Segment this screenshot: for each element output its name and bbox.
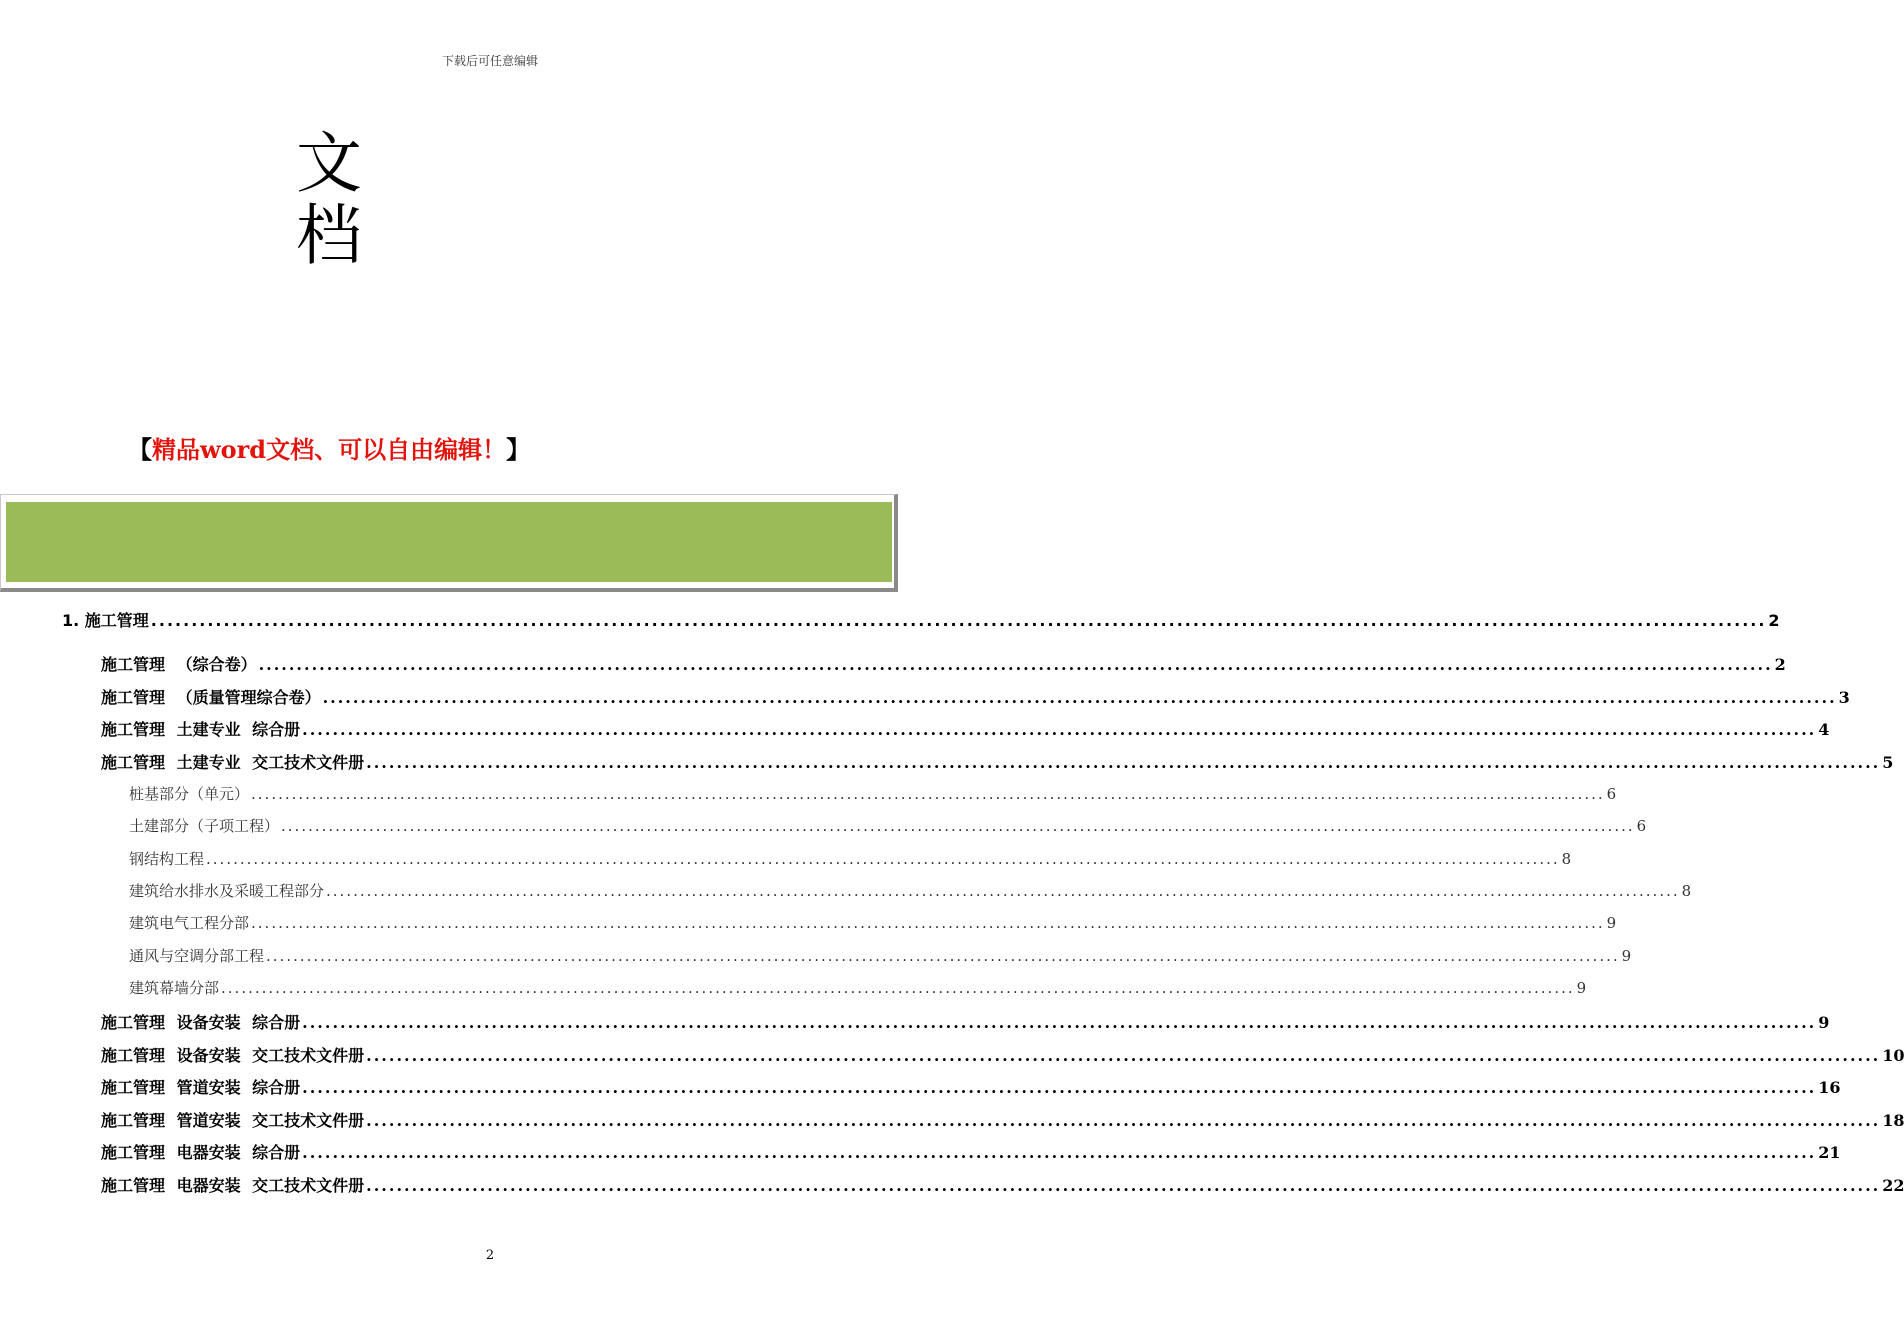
toc-entry-page: 2: [1768, 611, 1780, 630]
toc-entry[interactable]: [129, 815, 1647, 836]
toc-entry-label: 建筑幕墙分部: [129, 979, 220, 997]
toc-dot-leader: ........................................................................................................................................................................................................: [302, 1013, 1817, 1032]
green-band-box: [0, 494, 904, 598]
big-title-line2: 档: [296, 197, 362, 274]
toc-entry-page: 3: [1838, 688, 1850, 707]
toc-entry-page: 22: [1882, 1176, 1904, 1195]
toc-dot-leader: ........................................................................................................................................................................................................: [281, 817, 1635, 835]
toc-entry-label: 施工管理 土建专业 交工技术文件册: [101, 753, 365, 772]
toc-entry-page: 10: [1882, 1046, 1904, 1065]
toc-dot-leader: ........................................................................................................................................................................................................: [366, 1111, 1881, 1130]
toc-entry-page: 9: [1621, 947, 1632, 965]
toc-entry-label: 施工管理 电器安装 综合册: [101, 1143, 301, 1162]
toc-entry-page: 9: [1818, 1013, 1830, 1032]
toc-entry[interactable]: [101, 717, 1830, 740]
toc-entry-page: 9: [1606, 914, 1617, 932]
toc-dot-leader: ........................................................................................................................................................................................................: [302, 720, 1817, 739]
toc-entry-page: 9: [1576, 979, 1587, 997]
toc-entry-label: 施工管理 管道安装 交工技术文件册: [101, 1111, 365, 1130]
toc-entry-page: 8: [1681, 882, 1692, 900]
toc-entry-page: 6: [1606, 785, 1617, 803]
toc-entry-label: 施工管理 电器安装 交工技术文件册: [101, 1176, 365, 1195]
toc-entry[interactable]: [129, 977, 1587, 998]
toc-dot-leader: ........................................................................................................................................................................................................: [322, 688, 1837, 707]
toc-dot-leader: ........................................................................................................................................................................................................: [266, 947, 1620, 965]
toc-entry[interactable]: [101, 1108, 1904, 1131]
toc-entry-label: 施工管理 （综合卷）: [101, 655, 257, 674]
toc-entry-label: 1. 施工管理: [62, 611, 149, 630]
toc-dot-leader: ........................................................................................................................................................................................................: [251, 914, 1605, 932]
toc-entry[interactable]: [129, 945, 1632, 966]
toc-entry[interactable]: [129, 912, 1617, 933]
toc-entry-label: 施工管理 （质量管理综合卷）: [101, 688, 321, 707]
green-band: [6, 502, 892, 582]
big-title: [296, 125, 376, 274]
toc-entry[interactable]: [101, 750, 1894, 773]
toc-entry[interactable]: [101, 1043, 1904, 1066]
toc-entry[interactable]: [101, 1075, 1841, 1098]
toc-entry[interactable]: [62, 608, 1780, 631]
toc-dot-leader: ........................................................................................................................................................................................................: [150, 611, 1767, 630]
header-note: 下载后可任意编辑: [441, 54, 538, 68]
toc-entry[interactable]: [101, 1140, 1841, 1163]
toc-entry[interactable]: [101, 652, 1786, 675]
toc-entry-label: 通风与空调分部工程: [129, 947, 265, 965]
toc-entry-label: 建筑给水排水及采暖工程部分: [129, 882, 325, 900]
toc-entry[interactable]: [129, 880, 1692, 901]
toc-entry-page: 16: [1818, 1078, 1841, 1097]
page-number: 2: [485, 1248, 495, 1263]
toc-entry-page: 8: [1561, 850, 1572, 868]
toc-entry-page: 21: [1818, 1143, 1841, 1162]
toc-entry-label: 施工管理 设备安装 交工技术文件册: [101, 1046, 365, 1065]
toc-entry[interactable]: [101, 1010, 1830, 1033]
promo-text: 精品word文档、可以自由编辑！: [152, 435, 507, 464]
toc-entry-label: 施工管理 设备安装 综合册: [101, 1013, 301, 1032]
toc-entry-page: 6: [1636, 817, 1647, 835]
toc-dot-leader: ........................................................................................................................................................................................................: [326, 882, 1680, 900]
big-title-line1: 文: [296, 125, 362, 202]
toc-entry[interactable]: [101, 1173, 1904, 1196]
toc-dot-leader: ........................................................................................................................................................................................................: [302, 1143, 1817, 1162]
toc-entry[interactable]: [101, 685, 1850, 708]
toc-dot-leader: ........................................................................................................................................................................................................: [251, 785, 1605, 803]
toc-entry[interactable]: [129, 783, 1617, 804]
toc-entry-label: 施工管理 土建专业 综合册: [101, 720, 301, 739]
toc-entry-label: 施工管理 管道安装 综合册: [101, 1078, 301, 1097]
toc-entry[interactable]: [129, 848, 1572, 869]
toc-entry-label: 桩基部分（单元）: [129, 785, 250, 803]
toc-entry-page: 5: [1882, 753, 1894, 772]
toc-entry-label: 建筑电气工程分部: [129, 914, 250, 932]
toc-dot-leader: ........................................................................................................................................................................................................: [302, 1078, 1817, 1097]
toc-dot-leader: ........................................................................................................................................................................................................: [221, 979, 1575, 997]
toc-entry-page: 4: [1818, 720, 1830, 739]
toc-dot-leader: ........................................................................................................................................................................................................: [206, 850, 1560, 868]
toc-entry-page: 18: [1882, 1111, 1904, 1130]
toc-entry-page: 2: [1774, 655, 1786, 674]
promo-banner: [128, 430, 530, 465]
promo-open-bracket: 【: [128, 435, 152, 464]
toc-dot-leader: ........................................................................................................................................................................................................: [366, 1046, 1881, 1065]
toc-dot-leader: ........................................................................................................................................................................................................: [258, 655, 1773, 674]
promo-close-bracket: 】: [506, 435, 531, 464]
toc-entry-label: 钢结构工程: [129, 850, 205, 868]
toc-dot-leader: ........................................................................................................................................................................................................: [366, 753, 1881, 772]
toc-entry-label: 土建部分（子项工程）: [129, 817, 280, 835]
toc-dot-leader: ........................................................................................................................................................................................................: [366, 1176, 1881, 1195]
